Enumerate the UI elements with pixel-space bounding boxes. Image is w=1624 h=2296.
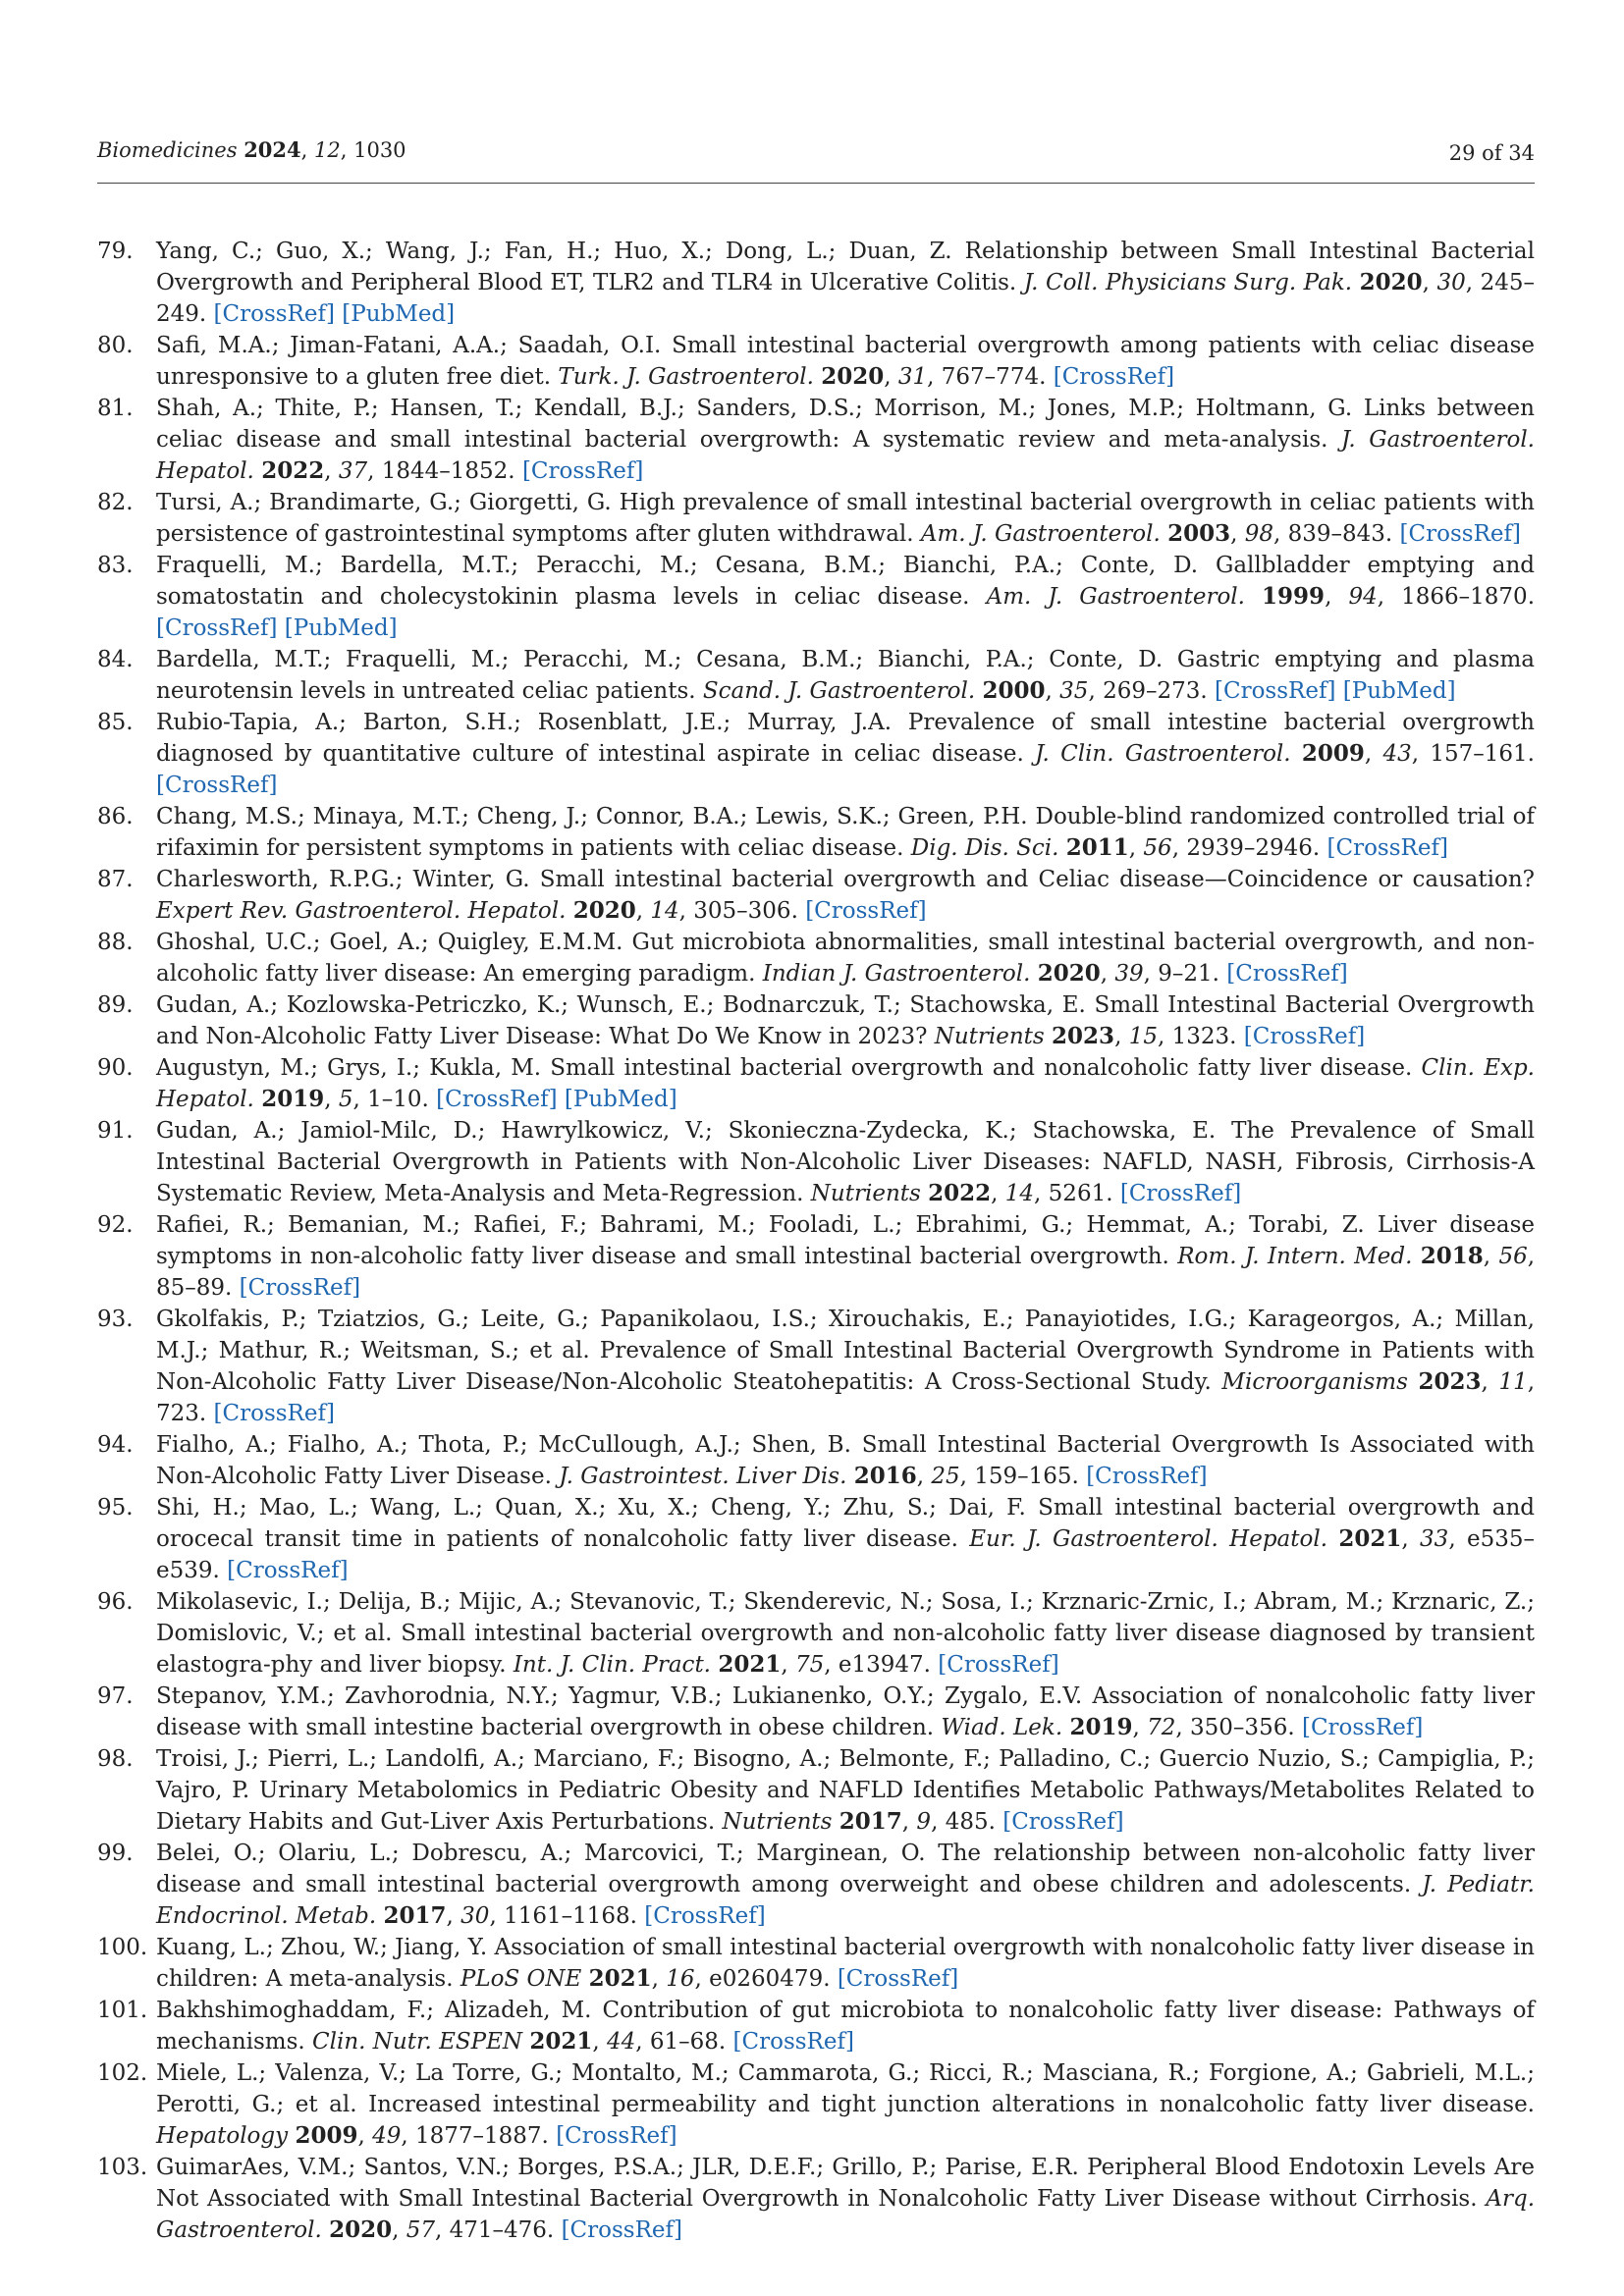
reference-pages: e13947. [838,1652,931,1678]
reference-authors-title: Charlesworth, R.P.G.; Winter, G. Small intestinal bacterial overgrowth and Celiac disease—Coincidence or causation? [156,867,1535,892]
reference-item: 103. GuimarAes, V.M.; Santos, V.N.; Borges, P.S.A.; JLR, D.E.F.; Grillo, P.; Parise, E.R. Peripheral Blood Endotoxin Levels Are Not Associated with Small Intestinal Bacterial Overgrowth in Nonalcoholic Fatty Liver Disease without Cirrhosis. Arq. Gastroenterol. 2020, 57, 471–476. [CrossRef] [97,2152,1535,2246]
crossref-link[interactable]: [CrossRef] [1326,835,1448,861]
reference-number: 81. [97,396,134,421]
reference-item: 101. Bakhshimoghaddam, F.; Alizadeh, M. Contribution of gut microbiota to nonalcoholic fatty liver disease: Pathways of mechanisms. Clin. Nutr. ESPEN 2021, 44, 61–68. [CrossRef] [97,1995,1535,2057]
reference-number: 97. [97,1683,134,1709]
reference-item: 89. Gudan, A.; Kozlowska-Petriczko, K.; Wunsch, E.; Bodnarczuk, T.; Stachowska, E. Small Intestinal Bacterial Overgrowth and Non-Alcoholic Fatty Liver Disease: What Do We Know in 2023? Nutrients 2023, 15, 1323. [CrossRef] [97,989,1535,1052]
reference-number: 87. [97,867,134,892]
reference-number: 82. [97,490,134,515]
reference-authors-title: Chang, M.S.; Minaya, M.T.; Cheng, J.; Connor, B.A.; Lewis, S.K.; Green, P.H. Double-blind randomized controlled trial of rifaximin for persistent symptoms in patients with celiac disease. [156,804,1535,861]
reference-journal: PLoS ONE [460,1966,582,1992]
reference-pages: 471–476. [449,2217,555,2243]
reference-item: 100. Kuang, L.; Zhou, W.; Jiang, Y. Association of small intestinal bacterial overgrowth with nonalcoholic fatty liver disease in children: A meta-analysis. PLoS ONE 2021, 16, e0260479. [CrossRef] [97,1932,1535,1995]
reference-journal: Nutrients [810,1181,921,1206]
reference-year: 2022 [261,457,325,484]
reference-journal: Clin. Exp. Hepatol. [156,1055,1535,1112]
reference-journal: Nutrients [934,1024,1045,1049]
crossref-link[interactable]: [CrossRef] [1002,1809,1124,1835]
reference-volume: 5 [338,1087,353,1112]
reference-journal: Hepatology [156,2123,289,2149]
reference-pages: 5261. [1048,1181,1113,1206]
reference-journal: Arq. Gastroenterol. [156,2186,1536,2243]
reference-journal: J. Clin. Gastroenterol. [1035,741,1291,767]
reference-year: 2016 [853,1463,917,1489]
reference-year: 2020 [572,897,636,924]
crossref-link[interactable]: [CrossRef] [156,773,278,798]
reference-volume: 31 [897,364,928,390]
reference-journal: Am. J. Gastroenterol. [920,521,1161,547]
reference-journal: J. Coll. Physicians Surg. Pak. [1023,270,1353,295]
reference-year: 2020 [1359,269,1423,295]
reference-item: 80. Safi, M.A.; Jiman-Fatani, A.A.; Saadah, O.I. Small intestinal bacterial overgrowth among patients with celiac disease unresponsive to a gluten free diet. Turk. J. Gastroenterol. 2020, 31, 767–774. [CrossRef] [97,330,1535,393]
reference-pages: 85–89. [156,1275,233,1301]
reference-year: 2017 [839,1808,902,1835]
reference-item: 83. Fraquelli, M.; Bardella, M.T.; Peracchi, M.; Cesana, B.M.; Bianchi, P.A.; Conte, D. Gallbladder emptying and somatostatin and cholecystokinin plasma levels in celiac disease. Am. J. Gastroenterol. 1999, 94, 1866–1870. [CrossRef] [PubMed] [97,550,1535,644]
reference-journal: Dig. Dis. Sci. [910,835,1059,861]
reference-pages: e0260479. [709,1966,831,1992]
reference-number: 89. [97,992,134,1018]
reference-item: 95. Shi, H.; Mao, L.; Wang, L.; Quan, X.; Xu, X.; Cheng, Y.; Zhu, S.; Dai, F. Small intestinal bacterial overgrowth and orocecal transit time in patients of nonalcoholic fatty liver disease. Eur. J. Gastroenterol. Hepatol. 2021, 33, e535–e539. [CrossRef] [97,1492,1535,1586]
reference-journal: J. Pediatr. Endocrinol. Metab. [156,1872,1535,1929]
reference-number: 95. [97,1495,134,1521]
reference-authors-title: Tursi, A.; Brandimarte, G.; Giorgetti, G. High prevalence of small intestinal bacterial overgrowth in celiac patients with persistence of gastrointestinal symptoms after gluten withdrawal. [156,490,1535,547]
reference-number: 101. [97,1998,148,2023]
reference-year: 2021 [588,1965,652,1992]
reference-journal: Expert Rev. Gastroenterol. Hepatol. [156,898,567,924]
reference-number: 80. [97,333,134,358]
crossref-link[interactable]: [CrossRef] [1226,961,1348,987]
journal-name: Biomedicines [97,138,238,162]
reference-number: 86. [97,804,134,829]
reference-year: 2020 [821,363,885,390]
reference-journal: Indian J. Gastroenterol. [762,961,1031,987]
reference-authors-title: Gudan, A.; Kozlowska-Petriczko, K.; Wunsch, E.; Bodnarczuk, T.; Stachowska, E. Small Intestinal Bacterial Overgrowth and Non-Alcoholic Fatty Liver Disease: What Do We Know in 2023? [156,992,1535,1049]
reference-pages: 350–356. [1190,1715,1295,1740]
reference-journal: Rom. J. Intern. Med. [1177,1244,1413,1269]
reference-number: 96. [97,1589,134,1615]
reference-journal: Wiad. Lek. [941,1715,1063,1740]
reference-pages: 305–306. [693,898,798,924]
page-header [97,133,1535,183]
reference-volume: 94 [1348,584,1378,610]
reference-journal: Int. J. Clin. Pract. [513,1652,711,1678]
crossref-link[interactable]: [CrossRef] [938,1652,1059,1678]
reference-volume: 49 [372,2123,402,2149]
reference-volume: 72 [1147,1715,1176,1740]
reference-year: 2021 [1338,1525,1402,1552]
reference-number: 85. [97,710,134,735]
reference-pages: 485. [945,1809,996,1835]
reference-authors-title: Shi, H.; Mao, L.; Wang, L.; Quan, X.; Xu, X.; Cheng, Y.; Zhu, S.; Dai, F. Small intestinal bacterial overgrowth and orocecal transit time in patients of nonalcoholic fatty liver disease. [156,1495,1535,1552]
reference-year: 2017 [383,1902,447,1929]
reference-pages: 9–21. [1158,961,1219,987]
crossref-link[interactable]: [CrossRef] [1053,364,1175,390]
reference-authors-title: Safi, M.A.; Jiman-Fatani, A.A.; Saadah, O.I. Small intestinal bacterial overgrowth among patients with celiac disease unresponsive to a gluten free diet. [156,333,1535,390]
reference-year: 2009 [295,2122,358,2149]
pubmed-link[interactable]: [PubMed] [284,615,398,641]
reference-item: 102. Miele, L.; Valenza, V.; La Torre, G.; Montalto, M.; Cammarota, G.; Ricci, R.; Masciana, R.; Forgione, A.; Gabrieli, M.L.; Perotti, G.; et al. Increased intestinal permeability and tight junction alterations in nonalcoholic fatty liver disease. Hepatology 2009, 49, 1877–1887. [CrossRef] [97,2057,1535,2152]
reference-volume: 33 [1420,1526,1449,1552]
crossref-link[interactable]: [CrossRef] [837,1966,959,1992]
reference-pages: 1161–1168. [504,1903,637,1929]
reference-authors-title: GuimarAes, V.M.; Santos, V.N.; Borges, P.S.A.; JLR, D.E.F.; Grillo, P.; Parise, E.R. Peripheral Blood Endotoxin Levels Are Not Associated with Small Intestinal Bacterial Overgrowth in Nonalcoholic Fatty Liver Disease without Cirrhosis. [156,2155,1535,2212]
reference-pages: 1323. [1171,1024,1237,1049]
reference-list [97,236,1535,2246]
reference-number: 102. [97,2060,148,2086]
reference-volume: 15 [1128,1024,1158,1049]
reference-volume: 44 [606,2029,636,2055]
reference-volume: 25 [931,1464,960,1489]
reference-year: 2023 [1052,1023,1115,1049]
reference-item: 97. Stepanov, Y.M.; Zavhorodnia, N.Y.; Yagmur, V.B.; Lukianenko, O.Y.; Zygalo, E.V. Association of nonalcoholic fatty liver disease with small intestine bacterial overgrowth in obese children. Wiad. Lek. 2019, 72, 350–356. [CrossRef] [97,1681,1535,1743]
reference-item: 86. Chang, M.S.; Minaya, M.T.; Cheng, J.; Connor, B.A.; Lewis, S.K.; Green, P.H. Double-blind randomized controlled trial of rifaximin for persistent symptoms in patients with celiac disease. Dig. Dis. Sci. 2011, 56, 2939–2946. [CrossRef] [97,801,1535,864]
reference-year: 2021 [718,1651,782,1678]
reference-authors-title: Rafiei, R.; Bemanian, M.; Rafiei, F.; Bahrami, M.; Fooladi, L.; Ebrahimi, G.; Hemmat, A.; Torabi, Z. Liver disease symptoms in non-alcoholic fatty liver disease and small intestinal bacterial overgrowth. [156,1212,1535,1269]
reference-volume: 16 [666,1966,695,1992]
reference-year: 1999 [1262,583,1326,610]
reference-authors-title: Augustyn, M.; Grys, I.; Kukla, M. Small intestinal bacterial overgrowth and nonalcoholic fatty liver disease. [156,1055,1413,1081]
reference-volume: 75 [794,1652,825,1678]
reference-volume: 56 [1498,1244,1528,1269]
reference-journal: Eur. J. Gastroenterol. Hepatol. [969,1526,1328,1552]
reference-pages: 269–273. [1103,678,1208,704]
reference-number: 92. [97,1212,134,1238]
reference-year: 2020 [1037,960,1101,987]
pubmed-link[interactable]: [PubMed] [1342,678,1456,704]
reference-volume: 39 [1114,961,1144,987]
reference-number: 90. [97,1055,134,1081]
reference-pages: 839–843. [1287,521,1393,547]
reference-item: 90. Augustyn, M.; Grys, I.; Kukla, M. Small intestinal bacterial overgrowth and nonalcoholic fatty liver disease. Clin. Exp. Hepatol. 2019, 5, 1–10. [CrossRef] [PubMed] [97,1052,1535,1115]
reference-item: 82. Tursi, A.; Brandimarte, G.; Giorgetti, G. High prevalence of small intestinal bacterial overgrowth in celiac patients with persistence of gastrointestinal symptoms after gluten withdrawal. Am. J. Gastroenterol. 2003, 98, 839–843. [CrossRef] [97,487,1535,550]
reference-authors-title: Mikolasevic, I.; Delija, B.; Mijic, A.; Stevanovic, T.; Skenderevic, N.; Sosa, I.; Krznaric-Zrnic, I.; Abram, M.; Krznaric, Z.; Domislovic, V.; et al. Small intestinal bacterial overgrowth and non-alcoholic fatty liver disease diagnosed by transient elastogra-phy and liver biopsy. [156,1589,1535,1678]
article-number: 1030 [353,138,406,162]
pubmed-link[interactable]: [PubMed] [342,301,456,327]
reference-number: 94. [97,1432,134,1458]
reference-pages: 1844–1852. [381,458,515,484]
crossref-link[interactable]: [CrossRef] [156,615,278,641]
reference-authors-title: Ghoshal, U.C.; Goel, A.; Quigley, E.M.M. Gut microbiota abnormalities, small intestinal bacterial overgrowth, and non-alcoholic fatty liver disease: An emerging paradigm. [156,930,1535,987]
reference-journal: Am. J. Gastroenterol. [986,584,1245,610]
crossref-link[interactable]: [CrossRef] [805,898,927,924]
reference-pages: 159–165. [974,1464,1079,1489]
crossref-link[interactable]: [CrossRef] [1215,678,1336,704]
journal-citation: Biomedicines 2024, 12, 1030 [97,137,406,162]
reference-journal: Nutrients [722,1809,833,1835]
reference-journal: Clin. Nutr. ESPEN [312,2029,522,2055]
reference-pages: 2939–2946. [1186,835,1321,861]
reference-item: 91. Gudan, A.; Jamiol-Milc, D.; Hawrylkowicz, V.; Skonieczna-Zydecka, K.; Stachowska, E. The Prevalence of Small Intestinal Bacterial Overgrowth in Patients with Non-Alcoholic Liver Diseases: NAFLD, NASH, Fibrosis, Cirrhosis-A Systematic Review, Meta-Analysis and Meta-Regression. Nutrients 2022, 14, 5261. [CrossRef] [97,1115,1535,1209]
reference-authors-title: Bardella, M.T.; Fraquelli, M.; Peracchi, M.; Cesana, B.M.; Bianchi, P.A.; Conte, D. Gastric emptying and plasma neurotensin levels in untreated celiac patients. [156,647,1535,704]
reference-item: 98. Troisi, J.; Pierri, L.; Landolfi, A.; Marciano, F.; Bisogno, A.; Belmonte, F.; Palladino, C.; Guercio Nuzio, S.; Campiglia, P.; Vajro, P. Urinary Metabolomics in Pediatric Obesity and NAFLD Identifies Metabolic Pathways/Metabolites Related to Dietary Habits and Gut-Liver Axis Perturbations. Nutrients 2017, 9, 485. [CrossRef] [97,1743,1535,1838]
reference-year: 2003 [1167,520,1231,547]
pubmed-link[interactable]: [PubMed] [564,1087,677,1112]
reference-number: 98. [97,1746,134,1772]
reference-item: 81. Shah, A.; Thite, P.; Hansen, T.; Kendall, B.J.; Sanders, D.S.; Morrison, M.; Jones, M.P.; Holtmann, G. Links between celiac disease and small intestinal bacterial overgrowth: A systematic review and meta-analysis. J. Gastroenterol. Hepatol. 2022, 37, 1844–1852. [CrossRef] [97,393,1535,487]
reference-year: 2018 [1420,1243,1484,1269]
reference-pages: 1877–1887. [414,2123,549,2149]
crossref-link[interactable]: [CrossRef] [436,1087,558,1112]
reference-number: 99. [97,1841,134,1866]
reference-pages: 767–774. [941,364,1047,390]
reference-item: 94. Fialho, A.; Fialho, A.; Thota, P.; McCullough, A.J.; Shen, B. Small Intestinal Bacterial Overgrowth Is Associated with Non-Alcoholic Fatty Liver Disease. J. Gastrointest. Liver Dis. 2016, 25, 159–165. [CrossRef] [97,1429,1535,1492]
reference-authors-title: Rubio-Tapia, A.; Barton, S.H.; Rosenblatt, J.E.; Murray, J.A. Prevalence of small intestine bacterial overgrowth diagnosed by quantitative culture of intestinal aspirate in celiac disease. [156,710,1535,767]
reference-year: 2020 [329,2216,393,2243]
crossref-link[interactable]: [CrossRef] [1086,1464,1208,1489]
reference-item: 85. Rubio-Tapia, A.; Barton, S.H.; Rosenblatt, J.E.; Murray, J.A. Prevalence of small intestine bacterial overgrowth diagnosed by quantitative culture of intestinal aspirate in celiac disease. J. Clin. Gastroenterol. 2009, 43, 157–161. [CrossRef] [97,707,1535,801]
reference-pages: 157–161. [1430,741,1535,767]
reference-pages: 245–249. [156,270,1536,327]
reference-year: 2019 [261,1086,325,1112]
reference-number: 100. [97,1935,148,1960]
reference-year: 2023 [1418,1368,1482,1395]
reference-journal: Microorganisms [1221,1369,1408,1395]
reference-number: 93. [97,1307,134,1332]
reference-number: 84. [97,647,134,672]
reference-authors-title: Fraquelli, M.; Bardella, M.T.; Peracchi, M.; Cesana, B.M.; Bianchi, P.A.; Conte, D. Gallbladder emptying and somatostatin and cholecystokinin plasma levels in celiac disease. [156,553,1535,610]
reference-volume: 98 [1244,521,1273,547]
reference-volume: 35 [1059,678,1089,704]
reference-item: 84. Bardella, M.T.; Fraquelli, M.; Peracchi, M.; Cesana, B.M.; Bianchi, P.A.; Conte, D. Gastric emptying and plasma neurotensin levels in untreated celiac patients. Scand. J. Gastroenterol. 2000, 35, 269–273. [CrossRef] [PubMed] [97,644,1535,707]
reference-authors-title: Miele, L.; Valenza, V.; La Torre, G.; Montalto, M.; Cammarota, G.; Ricci, R.; Masciana, R.; Forgione, A.; Gabrieli, M.L.; Perotti, G.; et al. Increased intestinal permeability and tight junction alterations in nonalcoholic fatty liver disease. [156,2060,1535,2117]
page-number: 29 of 34 [1448,141,1535,165]
reference-volume: 43 [1382,741,1412,767]
crossref-link[interactable]: [CrossRef] [213,1401,335,1426]
reference-authors-title: Yang, C.; Guo, X.; Wang, J.; Fan, H.; Huo, X.; Dong, L.; Duan, Z. Relationship between Small Intestinal Bacterial Overgrowth and Peripheral Blood ET, TLR2 and TLR4 in Ulcerative Colitis. [156,239,1535,295]
reference-authors-title: Stepanov, Y.M.; Zavhorodnia, N.Y.; Yagmur, V.B.; Lukianenko, O.Y.; Zygalo, E.V. Association of nonalcoholic fatty liver disease with small intestine bacterial overgrowth in obese children. [156,1683,1535,1740]
reference-number: 79. [97,239,134,264]
reference-number: 83. [97,553,134,578]
reference-year: 2019 [1069,1714,1133,1740]
crossref-link[interactable]: [CrossRef] [1243,1024,1366,1049]
crossref-link[interactable]: [CrossRef] [1301,1715,1424,1740]
reference-pages: 723. [156,1401,207,1426]
crossref-link[interactable]: [CrossRef] [732,2029,854,2055]
reference-year: 2022 [928,1180,992,1206]
reference-authors-title: Shah, A.; Thite, P.; Hansen, T.; Kendall, B.J.; Sanders, D.S.; Morrison, M.; Jones, M.P.; Holtmann, G. Links between celiac disease and small intestinal bacterial overgrowth: A systematic review and meta-analysis. [156,396,1535,453]
crossref-link[interactable]: [CrossRef] [213,301,335,327]
reference-authors-title: Fialho, A.; Fialho, A.; Thota, P.; McCullough, A.J.; Shen, B. Small Intestinal Bacterial Overgrowth Is Associated with Non-Alcoholic Fatty Liver Disease. [156,1432,1535,1489]
reference-item: 87. Charlesworth, R.P.G.; Winter, G. Small intestinal bacterial overgrowth and Celiac disease—Coincidence or causation? Expert Rev. Gastroenterol. Hepatol. 2020, 14, 305–306. [CrossRef] [97,864,1535,927]
reference-pages: e535–e539. [156,1526,1535,1583]
crossref-link[interactable]: [CrossRef] [644,1903,766,1929]
journal-volume: 12 [314,138,341,162]
journal-year: 2024 [244,137,301,162]
reference-volume: 30 [460,1903,490,1929]
reference-number: 103. [97,2155,148,2180]
reference-volume: 30 [1436,270,1466,295]
reference-pages: 61–68. [649,2029,727,2055]
reference-journal: J. Gastroenterol. Hepatol. [156,427,1535,484]
reference-item: 92. Rafiei, R.; Bemanian, M.; Rafiei, F.; Bahrami, M.; Fooladi, L.; Ebrahimi, G.; Hemmat, A.; Torabi, Z. Liver disease symptoms in non-alcoholic fatty liver disease and small intestinal bacterial overgrowth. Rom. J. Intern. Med. 2018, 56, 85–89. [CrossRef] [97,1209,1535,1304]
reference-year: 2009 [1301,740,1365,767]
reference-number: 88. [97,930,134,955]
reference-authors-title: Troisi, J.; Pierri, L.; Landolfi, A.; Marciano, F.; Bisogno, A.; Belmonte, F.; Palladino, C.; Guercio Nuzio, S.; Campiglia, P.; Vajro, P. Urinary Metabolomics in Pediatric Obesity and NAFLD Identifies Metabolic Pathways/Metabolites Related to Dietary Habits and Gut-Liver Axis Perturbations. [156,1746,1535,1835]
reference-item: 96. Mikolasevic, I.; Delija, B.; Mijic, A.; Stevanovic, T.; Skenderevic, N.; Sosa, I.; Krznaric-Zrnic, I.; Abram, M.; Krznaric, Z.; Domislovic, V.; et al. Small intestinal bacterial overgrowth and non-alcoholic fatty liver disease diagnosed by transient elastogra-phy and liver biopsy. Int. J. Clin. Pract. 2021, 75, e13947. [CrossRef] [97,1586,1535,1681]
reference-journal: Turk. J. Gastroenterol. [558,364,814,390]
reference-item: 88. Ghoshal, U.C.; Goel, A.; Quigley, E.M.M. Gut microbiota abnormalities, small intestinal bacterial overgrowth, and non-alcoholic fatty liver disease: An emerging paradigm. Indian J. Gastroenterol. 2020, 39, 9–21. [CrossRef] [97,927,1535,989]
reference-item: 93. Gkolfakis, P.; Tziatzios, G.; Leite, G.; Papanikolaou, I.S.; Xirouchakis, E.; Panayiotides, I.G.; Karageorgos, A.; Millan, M.J.; Mathur, R.; Weitsman, S.; et al. Prevalence of Small Intestinal Bacterial Overgrowth Syndrome in Patients with Non-Alcoholic Fatty Liver Disease/Non-Alcoholic Steatohepatitis: A Cross-Sectional Study. Microorganisms 2023, 11, 723. [CrossRef] [97,1304,1535,1429]
reference-volume: 37 [338,458,368,484]
reference-volume: 56 [1143,835,1172,861]
reference-pages: 1866–1870. [1401,584,1536,610]
reference-authors-title: Gudan, A.; Jamiol-Milc, D.; Hawrylkowicz, V.; Skonieczna-Zydecka, K.; Stachowska, E. The Prevalence of Small Intestinal Bacterial Overgrowth in Patients with Non-Alcoholic Liver Diseases: NAFLD, NASH, Fibrosis, Cirrhosis-A Systematic Review, Meta-Analysis and Meta-Regression. [156,1118,1535,1206]
reference-journal: Scand. J. Gastroenterol. [702,678,976,704]
reference-authors-title: Gkolfakis, P.; Tziatzios, G.; Leite, G.; Papanikolaou, I.S.; Xirouchakis, E.; Panayiotides, I.G.; Karageorgos, A.; Millan, M.J.; Mathur, R.; Weitsman, S.; et al. Prevalence of Small Intestinal Bacterial Overgrowth Syndrome in Patients with Non-Alcoholic Fatty Liver Disease/Non-Alcoholic Steatohepatitis: A Cross-Sectional Study. [156,1307,1535,1395]
reference-item: 79. Yang, C.; Guo, X.; Wang, J.; Fan, H.; Huo, X.; Dong, L.; Duan, Z. Relationship between Small Intestinal Bacterial Overgrowth and Peripheral Blood ET, TLR2 and TLR4 in Ulcerative Colitis. J. Coll. Physicians Surg. Pak. 2020, 30, 245–249. [CrossRef] [PubMed] [97,236,1535,330]
reference-authors-title: Kuang, L.; Zhou, W.; Jiang, Y. Association of small intestinal bacterial overgrowth with nonalcoholic fatty liver disease in children: A meta-analysis. [156,1935,1535,1992]
reference-volume: 14 [1004,1181,1035,1206]
header-rule [97,183,1535,184]
reference-volume: 14 [650,898,679,924]
crossref-link[interactable]: [CrossRef] [1399,521,1521,547]
crossref-link[interactable]: [CrossRef] [556,2123,677,2149]
reference-authors-title: Belei, O.; Olariu, L.; Dobrescu, A.; Marcovici, T.; Marginean, O. The relationship between non-alcoholic fatty liver disease and small intestinal bacterial overgrowth among overweight and obese children and adolescents. [156,1841,1535,1897]
reference-volume: 11 [1498,1369,1528,1395]
reference-journal: J. Gastrointest. Liver Dis. [559,1464,847,1489]
crossref-link[interactable]: [CrossRef] [1119,1181,1242,1206]
reference-volume: 57 [406,2217,435,2243]
crossref-link[interactable]: [CrossRef] [227,1558,349,1583]
crossref-link[interactable]: [CrossRef] [561,2217,682,2243]
reference-item: 99. Belei, O.; Olariu, L.; Dobrescu, A.; Marcovici, T.; Marginean, O. The relationship between non-alcoholic fatty liver disease and small intestinal bacterial overgrowth among overweight and obese children and adolescents. J. Pediatr. Endocrinol. Metab. 2017, 30, 1161–1168. [CrossRef] [97,1838,1535,1932]
reference-year: 2021 [529,2028,593,2055]
crossref-link[interactable]: [CrossRef] [239,1275,361,1301]
reference-year: 2011 [1065,834,1129,861]
reference-year: 2000 [982,677,1046,704]
crossref-link[interactable]: [CrossRef] [521,458,644,484]
reference-pages: 1–10. [367,1087,429,1112]
reference-number: 91. [97,1118,134,1144]
reference-volume: 9 [916,1809,932,1835]
reference-authors-title: Bakhshimoghaddam, F.; Alizadeh, M. Contribution of gut microbiota to nonalcoholic fatty liver disease: Pathways of mechanisms. [156,1998,1535,2055]
